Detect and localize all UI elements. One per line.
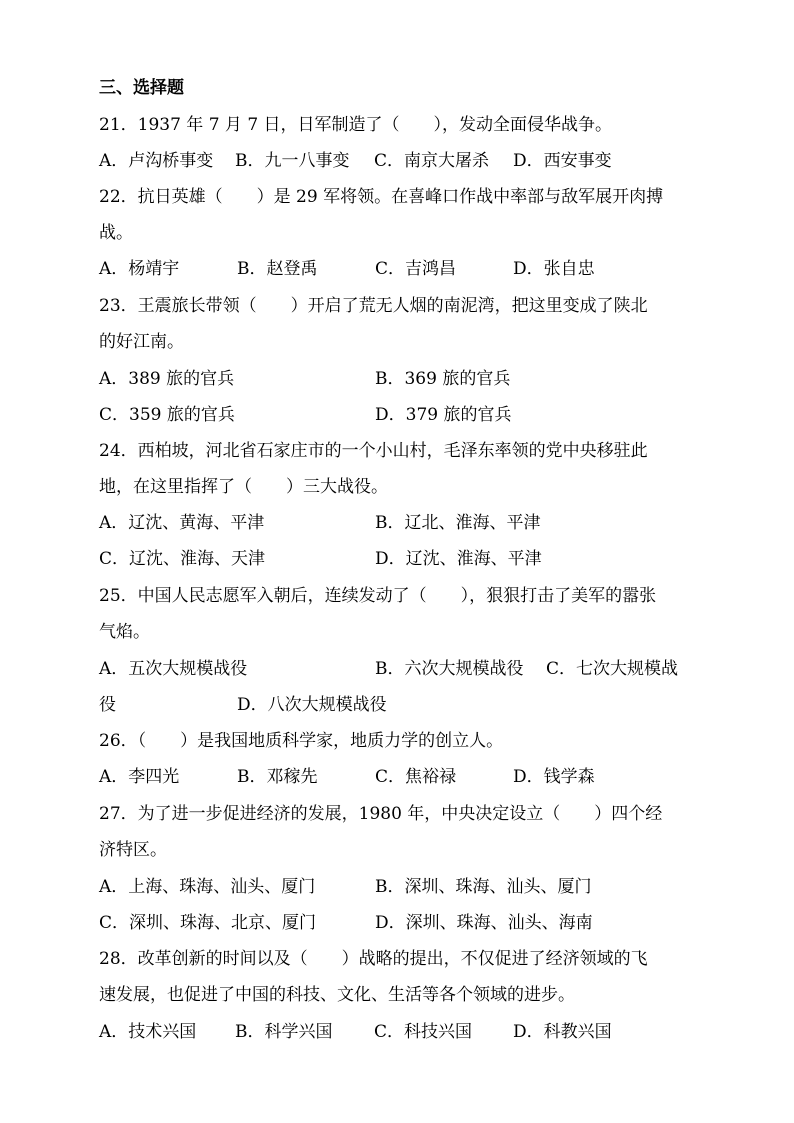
option-d: D．八次大规模战役 bbox=[237, 695, 387, 715]
option-b: B．赵登禹 bbox=[237, 259, 318, 279]
question-22-text-line-2: 战。 bbox=[99, 223, 133, 243]
question-27-text-line-1: 27．为了进一步促进经济的发展，1980 年，中央决定设立（ ）四个经 bbox=[99, 804, 663, 824]
question-22-text-line-1: 22．抗日英雄（ ）是 29 军将领。在喜峰口作战中率部与敌军展开肉搏 bbox=[99, 187, 664, 207]
question-27-text-line-2: 济特区。 bbox=[99, 840, 167, 860]
option-d: D．379 旅的官兵 bbox=[375, 405, 512, 425]
option-c: C．深圳、珠海、北京、厦门 bbox=[99, 913, 317, 933]
option-d: D．张自忠 bbox=[513, 259, 595, 279]
option-d: D．辽沈、淮海、平津 bbox=[375, 549, 542, 569]
option-c: C．吉鸿昌 bbox=[375, 259, 457, 279]
option-a: A．杨靖宇 bbox=[99, 259, 180, 279]
question-25-options-row-2 bbox=[99, 694, 699, 716]
question-21-options bbox=[99, 150, 699, 172]
option-b: B．六次大规模战役 bbox=[375, 659, 524, 679]
option-c: C．科技兴国 bbox=[374, 1022, 473, 1042]
question-24-text-line-2: 地，在这里指挥了（ ）三大战役。 bbox=[99, 477, 388, 497]
question-28-text-line-2: 速发展，也促进了中国的科技、文化、生活等各个领域的进步。 bbox=[99, 985, 575, 1005]
question-24-text-line-1: 24．西柏坡，河北省石家庄市的一个小山村，毛泽东率领的党中央移驻此 bbox=[99, 441, 648, 461]
option-c: C．359 旅的官兵 bbox=[99, 405, 235, 425]
option-b: B．深圳、珠海、汕头、厦门 bbox=[375, 877, 592, 897]
option-d: D．科教兴国 bbox=[513, 1022, 612, 1042]
question-28-options bbox=[99, 1021, 699, 1043]
option-b: B．九一八事变 bbox=[235, 151, 350, 171]
question-25-text-line-1: 25．中国人民志愿军入朝后，连续发动了（ ），狠狠打击了美军的嚣张 bbox=[99, 586, 657, 606]
question-27-options-row-2 bbox=[99, 912, 699, 934]
question-23-text-line-2: 的好江南。 bbox=[99, 332, 184, 352]
option-a: A．上海、珠海、汕头、厦门 bbox=[99, 877, 316, 897]
option-c: C．南京大屠杀 bbox=[374, 151, 490, 171]
question-26-text: 26．（ ）是我国地质科学家，地质力学的创立人。 bbox=[99, 731, 504, 751]
option-d: D．钱学森 bbox=[513, 767, 595, 787]
option-c: C．焦裕禄 bbox=[375, 767, 457, 787]
question-21-text: 21．1937 年 7 月 7 日，日军制造了（ ），发动全面侵华战争。 bbox=[99, 115, 613, 135]
option-a: A．辽沈、黄海、平津 bbox=[99, 513, 265, 533]
option-a: A．卢沟桥事变 bbox=[99, 151, 214, 171]
question-22-options bbox=[99, 258, 699, 280]
option-a: A．五次大规模战役 bbox=[99, 659, 248, 679]
question-27-options-row-1 bbox=[99, 876, 699, 898]
option-c: C．七次大规模战 bbox=[546, 659, 679, 679]
question-23-options-row-2 bbox=[99, 404, 699, 426]
option-a: A．技术兴国 bbox=[99, 1022, 197, 1042]
option-b: B．科学兴国 bbox=[235, 1022, 333, 1042]
question-24-options-row-2 bbox=[99, 548, 699, 570]
question-28-text-line-1: 28．改革创新的时间以及（ ）战略的提出，不仅促进了经济领域的飞 bbox=[99, 949, 648, 969]
question-24-options-row-1 bbox=[99, 512, 699, 534]
option-c: C．辽沈、淮海、天津 bbox=[99, 549, 266, 569]
option-c-continued: 役 bbox=[99, 695, 116, 715]
question-25-options-row-1 bbox=[99, 658, 699, 680]
option-d: D．深圳、珠海、汕头、海南 bbox=[375, 913, 593, 933]
option-b: B．辽北、淮海、平津 bbox=[375, 513, 541, 533]
option-a: A．李四光 bbox=[99, 767, 180, 787]
section-title: 三、选择题 bbox=[99, 78, 184, 98]
question-23-options-row-1 bbox=[99, 368, 699, 390]
option-d: D．西安事变 bbox=[513, 151, 612, 171]
option-b: B．邓稼先 bbox=[237, 767, 318, 787]
question-26-options bbox=[99, 766, 699, 788]
question-23-text-line-1: 23．王震旅长带领（ ）开启了荒无人烟的南泥湾，把这里变成了陕北 bbox=[99, 296, 648, 316]
question-25-text-line-2: 气焰。 bbox=[99, 622, 150, 642]
option-b: B．369 旅的官兵 bbox=[375, 369, 511, 389]
option-a: A．389 旅的官兵 bbox=[99, 369, 235, 389]
